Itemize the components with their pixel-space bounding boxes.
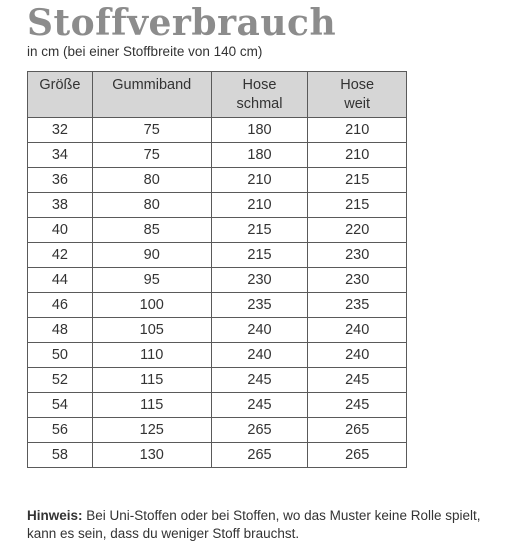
table-row: [28, 443, 407, 468]
cell-size: 48: [28, 318, 93, 343]
cell-pants-wide: 230: [308, 243, 407, 268]
cell-pants-wide: 265: [308, 418, 407, 443]
cell-pants-wide: 240: [308, 343, 407, 368]
cell-pants-narrow: 180: [211, 118, 308, 143]
cell-pants-wide: 240: [308, 318, 407, 343]
table-row: [28, 318, 407, 343]
header-elastic-line1: Gummiband: [112, 77, 192, 93]
table-header: [28, 72, 407, 118]
hint-note: [27, 507, 497, 543]
cell-pants-wide: 265: [308, 443, 407, 468]
fabric-usage-table: [27, 71, 407, 468]
cell-size: 42: [28, 243, 93, 268]
cell-pants-wide: 230: [308, 268, 407, 293]
header-pants-narrow-line2: schmal: [236, 96, 283, 112]
cell-size: 56: [28, 418, 93, 443]
cell-elastic: 130: [92, 443, 211, 468]
page-subtitle: in cm (bei einer Stoffbreite von 140 cm): [27, 44, 263, 59]
cell-pants-narrow: 245: [211, 393, 308, 418]
cell-elastic: 115: [92, 393, 211, 418]
cell-size: 52: [28, 368, 93, 393]
cell-pants-narrow: 240: [211, 318, 308, 343]
cell-elastic: 80: [92, 168, 211, 193]
cell-elastic: 75: [92, 143, 211, 168]
cell-size: 34: [28, 143, 93, 168]
table-row: [28, 143, 407, 168]
cell-elastic: 80: [92, 193, 211, 218]
header-row: [28, 72, 407, 118]
cell-elastic: 75: [92, 118, 211, 143]
cell-pants-narrow: 230: [211, 268, 308, 293]
cell-elastic: 85: [92, 218, 211, 243]
header-pants-wide: [308, 72, 407, 118]
cell-elastic: 125: [92, 418, 211, 443]
table-row: [28, 118, 407, 143]
cell-pants-wide: 220: [308, 218, 407, 243]
table-row: [28, 418, 407, 443]
cell-elastic: 100: [92, 293, 211, 318]
table-row: [28, 168, 407, 193]
table-row: [28, 243, 407, 268]
table-row: [28, 268, 407, 293]
cell-pants-wide: 215: [308, 193, 407, 218]
cell-pants-narrow: 265: [211, 443, 308, 468]
table-row: [28, 343, 407, 368]
cell-size: 50: [28, 343, 93, 368]
table-row: [28, 193, 407, 218]
cell-elastic: 105: [92, 318, 211, 343]
header-elastic: [92, 72, 211, 118]
cell-pants-narrow: 210: [211, 193, 308, 218]
cell-size: 58: [28, 443, 93, 468]
hint-label: Hinweis:: [27, 508, 83, 523]
cell-pants-wide: 235: [308, 293, 407, 318]
cell-pants-narrow: 215: [211, 243, 308, 268]
cell-elastic: 115: [92, 368, 211, 393]
cell-pants-narrow: 265: [211, 418, 308, 443]
cell-elastic: 90: [92, 243, 211, 268]
cell-size: 44: [28, 268, 93, 293]
cell-pants-narrow: 180: [211, 143, 308, 168]
hint-text: Bei Uni-Stoffen oder bei Stoffen, wo das Muster keine Rolle spielt, kann es sein, dass du weniger Stoff brauchst.: [27, 508, 481, 541]
cell-pants-wide: 210: [308, 143, 407, 168]
cell-pants-wide: 210: [308, 118, 407, 143]
cell-pants-narrow: 245: [211, 368, 308, 393]
header-pants-narrow: [211, 72, 308, 118]
header-size-line1: Größe: [39, 77, 81, 93]
cell-size: 32: [28, 118, 93, 143]
cell-pants-narrow: 215: [211, 218, 308, 243]
cell-pants-narrow: 235: [211, 293, 308, 318]
cell-elastic: 110: [92, 343, 211, 368]
cell-size: 40: [28, 218, 93, 243]
cell-pants-wide: 245: [308, 368, 407, 393]
header-pants-wide-line1: Hose: [340, 77, 375, 93]
table-row: [28, 393, 407, 418]
cell-size: 36: [28, 168, 93, 193]
cell-pants-wide: 245: [308, 393, 407, 418]
cell-size: 54: [28, 393, 93, 418]
table-row: [28, 368, 407, 393]
cell-size: 38: [28, 193, 93, 218]
table-body: [28, 118, 407, 468]
page-title: Stoffverbrauch: [27, 2, 337, 44]
header-size: [28, 72, 93, 118]
cell-pants-narrow: 210: [211, 168, 308, 193]
table-row: [28, 218, 407, 243]
cell-size: 46: [28, 293, 93, 318]
cell-pants-wide: 215: [308, 168, 407, 193]
table-row: [28, 293, 407, 318]
cell-pants-narrow: 240: [211, 343, 308, 368]
cell-elastic: 95: [92, 268, 211, 293]
header-pants-wide-line2: weit: [344, 96, 371, 112]
header-pants-narrow-line1: Hose: [242, 77, 277, 93]
